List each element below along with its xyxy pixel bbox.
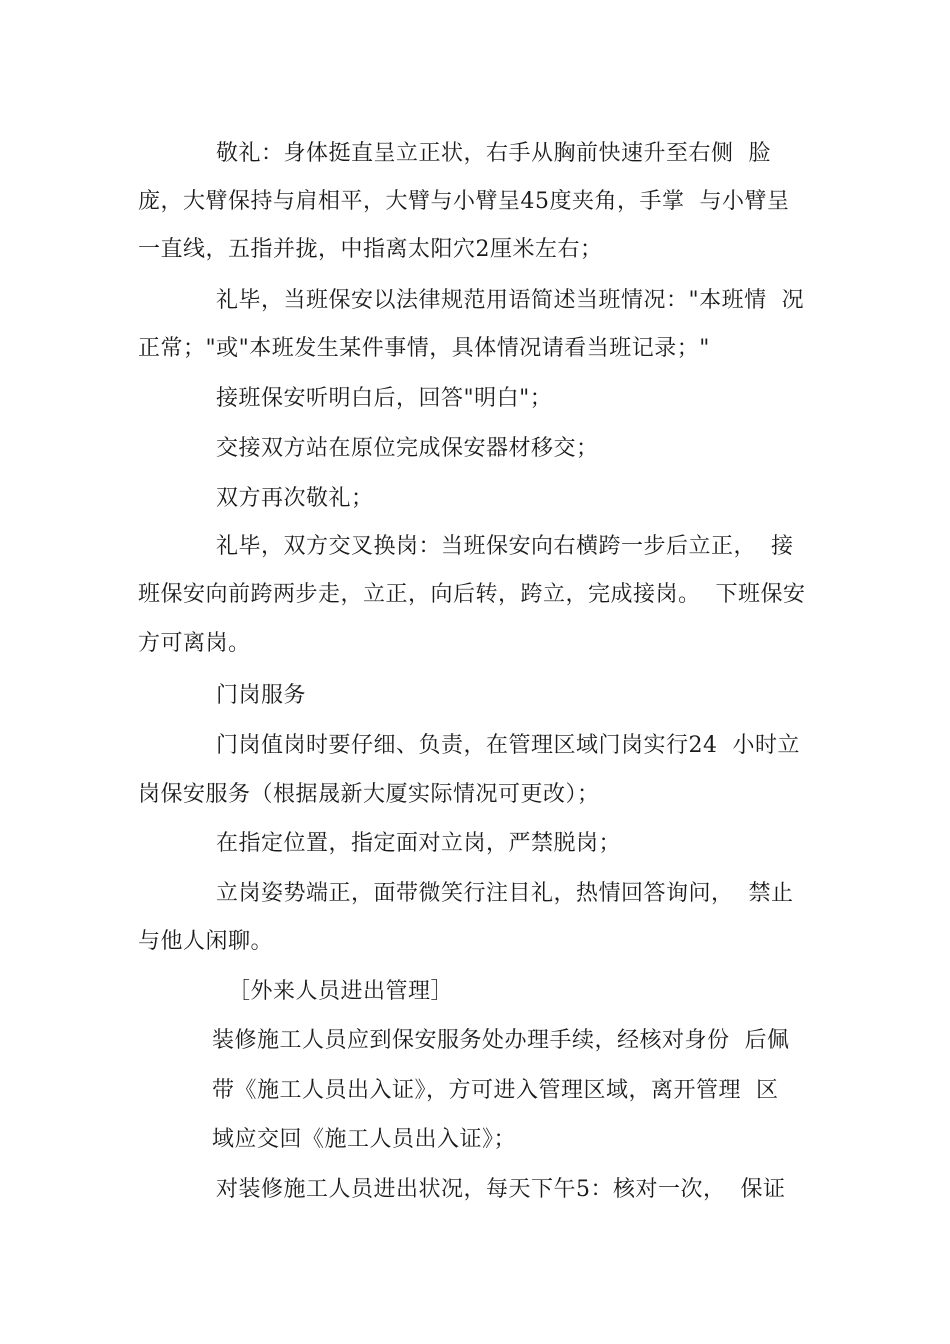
paragraph-line: 礼毕，当班保安以法律规范用语简述当班情况："本班情 况 [216,288,805,313]
paragraph-line: 一直线，五指并拢，中指离太阳穴2厘米左右； [138,237,603,262]
paragraph-line: 对装修施工人员进出状况，每天下午5：核对一次， 保证 [216,1177,786,1202]
paragraph-line: 礼毕，双方交叉换岗：当班保安向右横跨一步后立正， 接 [216,534,794,559]
paragraph-line: 域应交回《施工人员出入证》； [212,1127,517,1152]
paragraph-line: 装修施工人员应到保安服务处办理手续，经核对身份 后佩 [212,1028,790,1053]
paragraph-line: 与他人闲聊。 [138,929,274,954]
paragraph-line: 庞，大臂保持与肩相平，大臂与小臂呈45度夹角，手掌 与小臂呈 [138,189,790,214]
paragraph-line: 在指定位置，指定面对立岗，严禁脱岗； [216,831,622,856]
paragraph-line: 岗保安服务（根据晟新大厦实际情况可更改）； [138,782,600,807]
paragraph-line: 门岗值岗时要仔细、负责，在管理区域门岗实行24 小时立 [216,733,800,758]
section-heading: 门岗服务 [216,683,307,708]
paragraph-line: 带《施工人员出入证》，方可进入管理区域，离开管理 区 [212,1078,779,1103]
paragraph-line: 接班保安听明白后，回答"明白"； [216,386,553,411]
paragraph-line: 方可离岗。 [138,631,251,656]
paragraph-line: 立岗姿势端正，面带微笑行注目礼，热情回答询问， 禁止 [216,881,794,906]
paragraph-line: 交接双方站在原位完成保安器材移交； [216,436,599,461]
paragraph-line: 班保安向前跨两步走，立正，向后转，跨立，完成接岗。 下班保安 [138,582,806,607]
paragraph-line: 敬礼：身体挺直呈立正状，右手从胸前快速升至右侧 脸 [216,141,771,166]
paragraph-line: 正常；"或"本班发生某件事情，具体情况请看当班记录；" [138,336,710,361]
paragraph-line: 双方再次敬礼； [216,486,374,511]
section-heading: ［外来人员进出管理］ [228,979,454,1004]
